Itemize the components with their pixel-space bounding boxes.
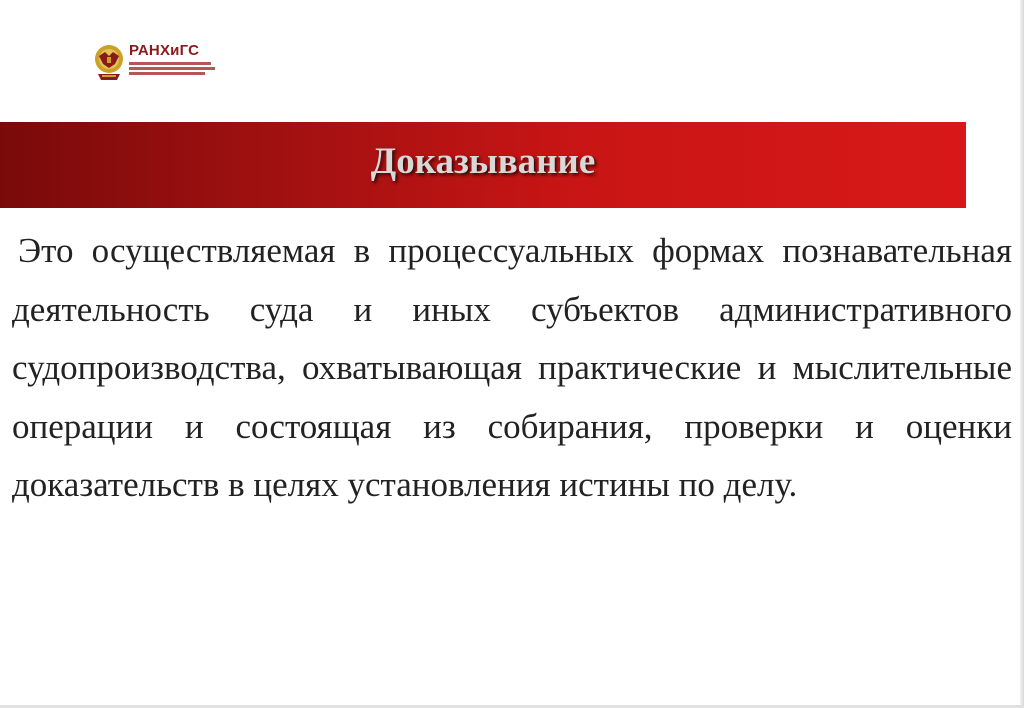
logo-fine-print <box>129 67 215 70</box>
logo-fine-print <box>129 72 205 75</box>
logo-wordmark: РАНХиГС <box>129 42 200 59</box>
eagle-emblem-icon <box>93 42 125 82</box>
ranepa-logo <box>93 42 223 84</box>
logo-subtitle-lines <box>129 62 215 77</box>
definition-text: Это осуществляемая в процессуальных формах познавательная деятельность суда и иных субъектов административного судопроизводства, охватывающая практические и мыслительные операции и состоящая из собирания, проверки и оценки доказательств в целях установления истины по делу. <box>12 231 1012 504</box>
title-band <box>0 122 966 208</box>
slide-edge-shadow <box>1020 0 1024 708</box>
slide-title: Доказывание <box>370 141 596 182</box>
logo-fine-print <box>129 62 211 65</box>
